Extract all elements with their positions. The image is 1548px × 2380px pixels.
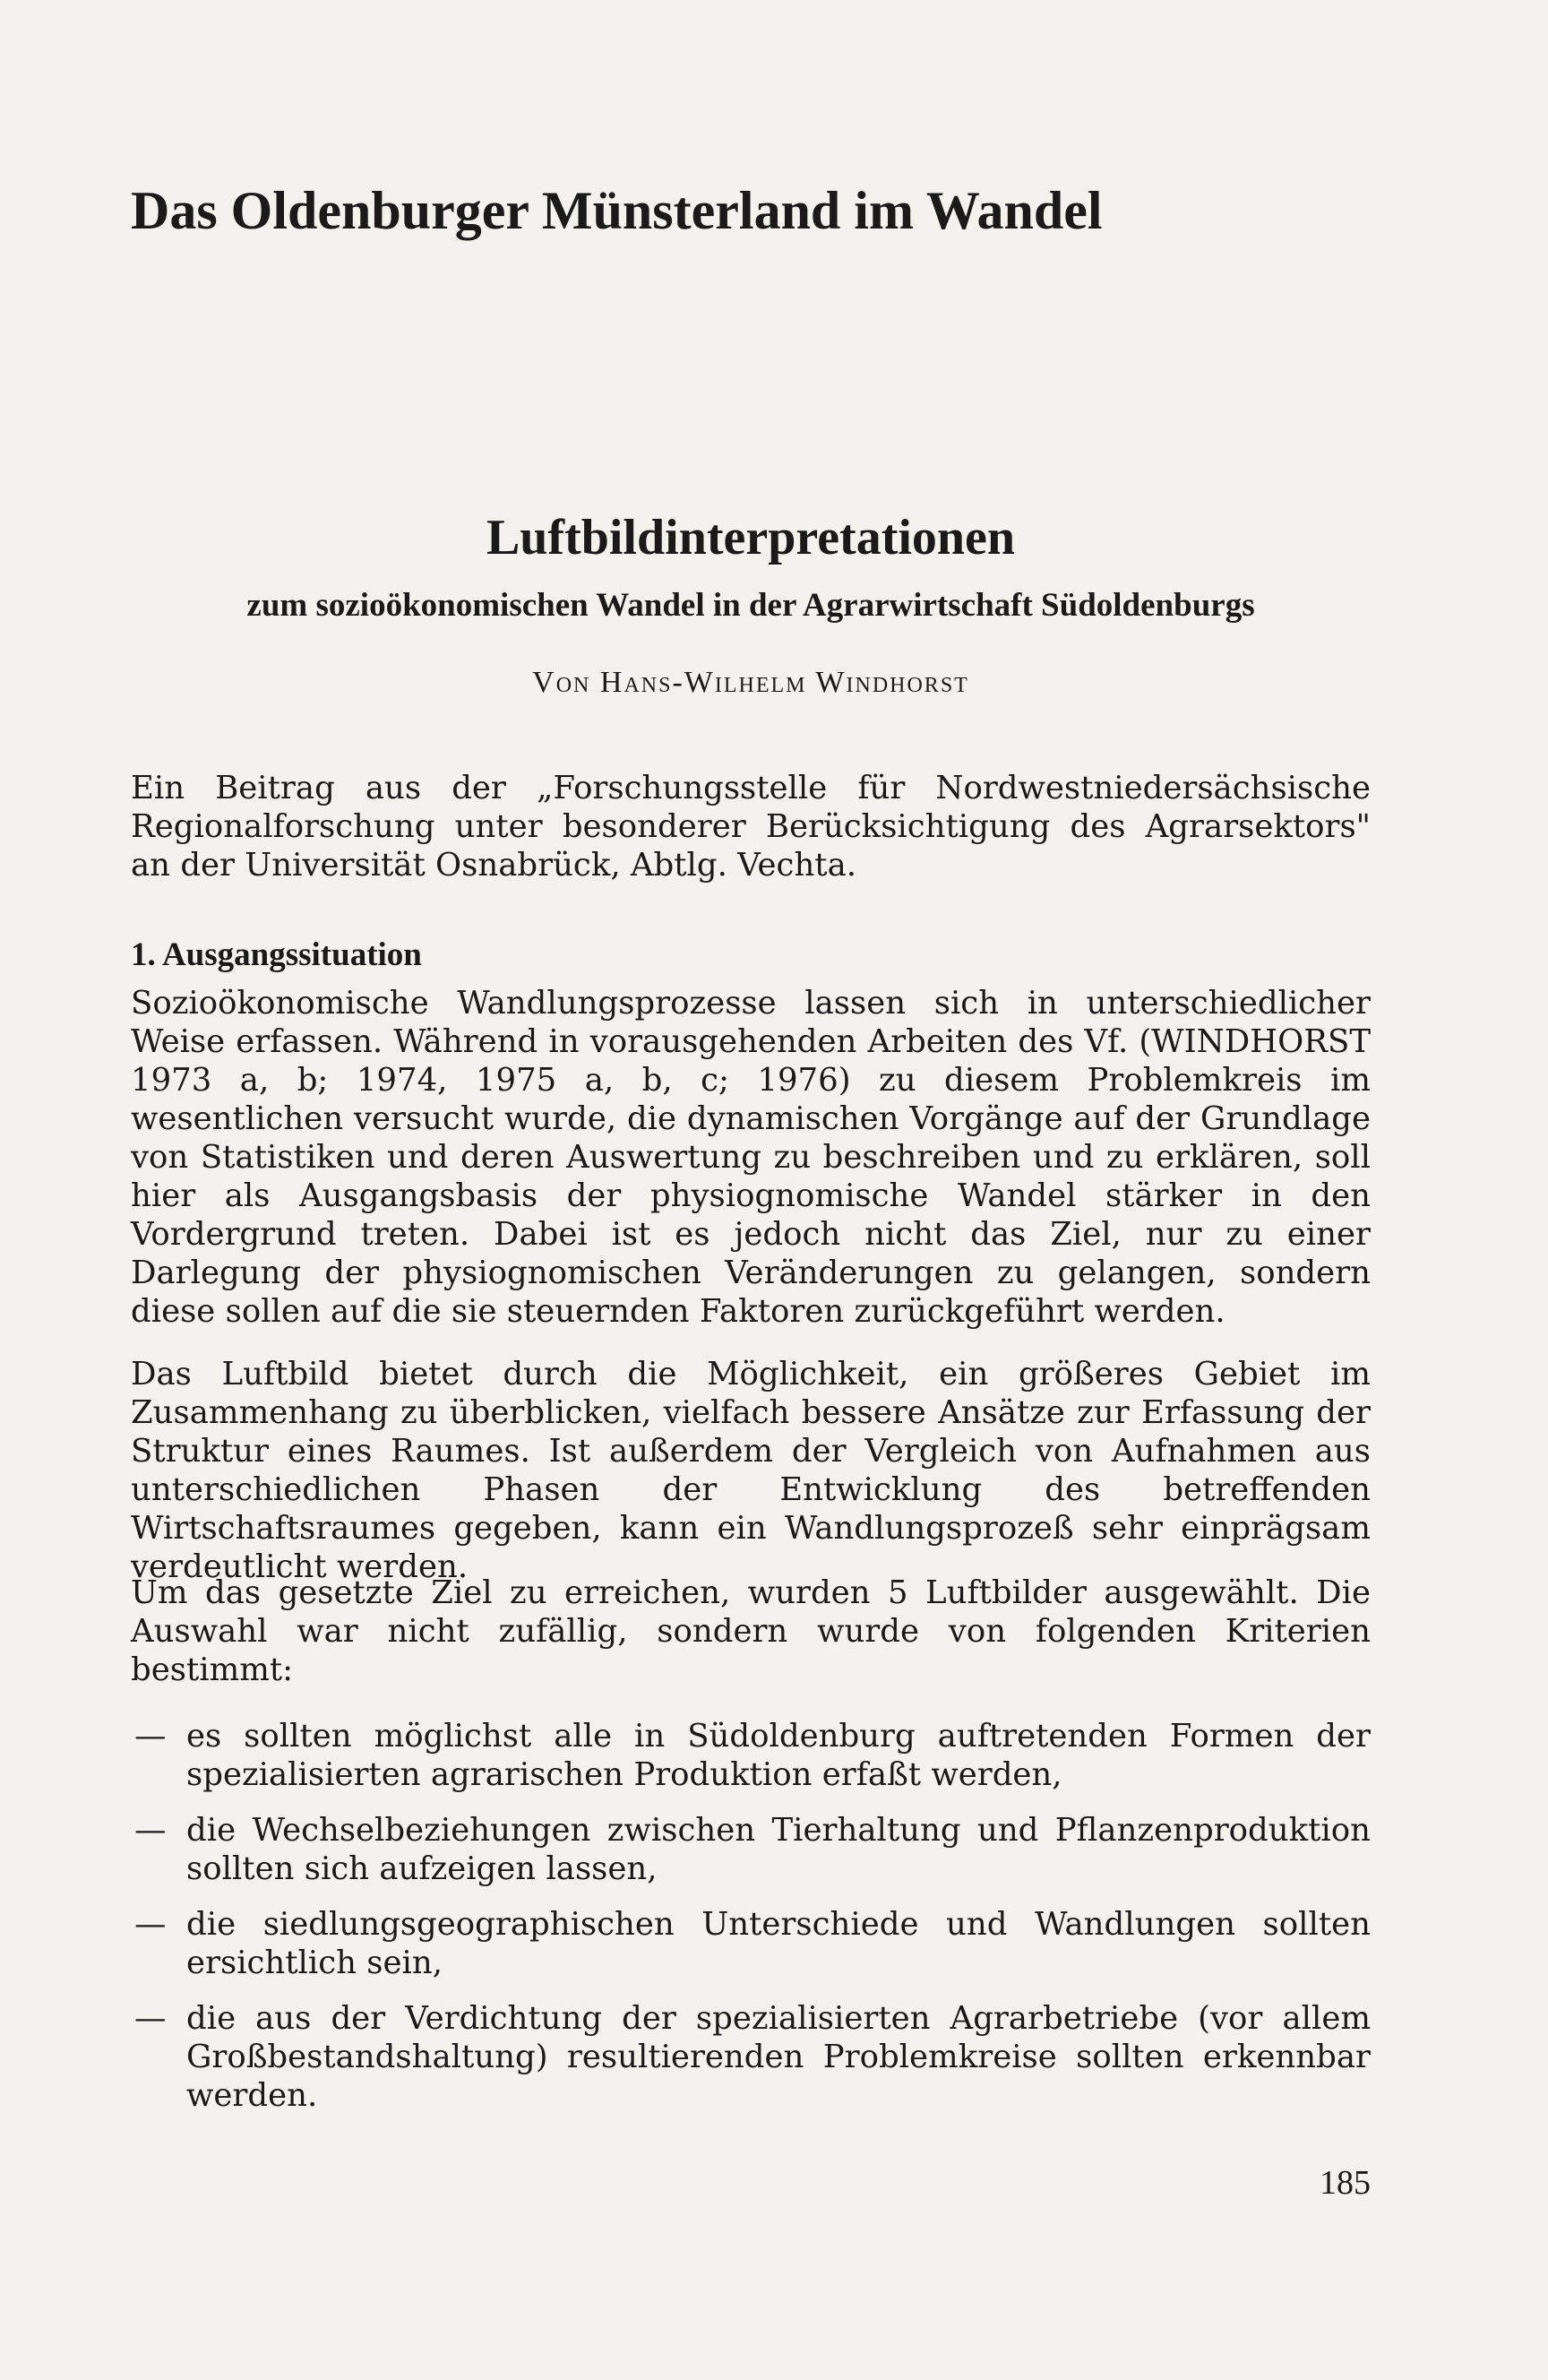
intro-note — [131, 769, 1371, 884]
list-item-text: die Wechselbeziehungen zwischen Tierhaltung und Pflanzenproduktion sollten sich aufzeigen lassen, — [186, 1812, 1371, 1887]
list-item-text: es sollten möglichst alle in Südoldenburg auftretenden Formen der spezialisierten agrarischen Produktion erfaßt werden, — [186, 1718, 1371, 1793]
paragraph: Das Luftbild bietet durch die Möglichkeit, ein größeres Gebiet im Zusammenhang zu überblicken, vielfach bessere Ansätze zur Erfassung der Struktur eines Raumes. Ist außerdem der Vergleich von Aufnahmen aus unterschiedlichen Phasen der Entwicklung des betreffenden Wirtschaftsraumes gegeben, kann ein Wandlungsprozeß sehr einprägsam verdeutlicht werden. — [131, 1356, 1371, 1585]
article-title: Luftbildinterpretationen — [486, 510, 1016, 565]
series-title: Das Oldenburger Münsterland im Wandel — [131, 181, 1103, 240]
list-item — [131, 1905, 1371, 1982]
list-item — [131, 1717, 1371, 1794]
body-paragraph-2 — [131, 1355, 1371, 1586]
section-heading: 1. Ausgangssituation — [131, 936, 422, 973]
list-item — [131, 1999, 1371, 2115]
list-item-text: die siedlungsgeographischen Unterschiede und Wandlungen sollten ersichtlich sein, — [186, 1906, 1371, 1981]
list-item — [131, 1811, 1371, 1888]
list-dash: — — [134, 1718, 167, 1755]
intro-paragraph: Ein Beitrag aus der „Forschungsstelle für Nordwestniedersächsische Regionalforschung unter besonderer Berücksichtigung des Agrarsektors" an der Universität Osnabrück, Abtlg. Vechta. — [131, 770, 1371, 884]
list-item-text: die aus der Verdichtung der spezialisierten Agrarbetriebe (vor allem Großbestandshaltung) resultierenden Problemkreise sollten erkennbar werden. — [186, 2000, 1371, 2114]
list-dash: — — [134, 1906, 167, 1943]
list-dash: — — [134, 1812, 167, 1849]
paragraph: Sozioökonomische Wandlungsprozesse lassen sich in unterschiedlicher Weise erfassen. Während in vorausgehenden Arbeiten des Vf. (WINDHORST 1973 a, b; 1974, 1975 a, b, c; 1976) zu diesem Problemkreis im wesentlichen versucht wurde, die dynamischen Vorgänge auf der Grundlage von Statistiken und deren Auswertung zu beschreiben und zu erklären, soll hier als Ausgangsbasis der physiognomische Wandel stärker in den Vordergrund treten. Dabei ist es jedoch nicht das Ziel, nur zu einer Darlegung der physiognomischen Veränderungen zu gelangen, sondern diese sollen auf die sie steuernden Faktoren zurückgeführt werden. — [131, 985, 1371, 1330]
page-number: 185 — [1320, 2164, 1371, 2202]
criteria-list — [131, 1717, 1371, 2132]
article-subtitle: zum sozioökonomischen Wandel in der Agrarwirtschaft Südoldenburgs — [246, 587, 1255, 624]
author-byline: Von Hans-Wilhelm Windhorst — [532, 666, 969, 699]
body-paragraph-1 — [131, 984, 1371, 1331]
body-paragraph-3 — [131, 1574, 1371, 1689]
list-dash: — — [134, 2000, 167, 2037]
paragraph: Um das gesetzte Ziel zu erreichen, wurden 5 Luftbilder ausgewählt. Die Auswahl war nicht zufällig, sondern wurde von folgenden Kriterien bestimmt: — [131, 1574, 1371, 1688]
